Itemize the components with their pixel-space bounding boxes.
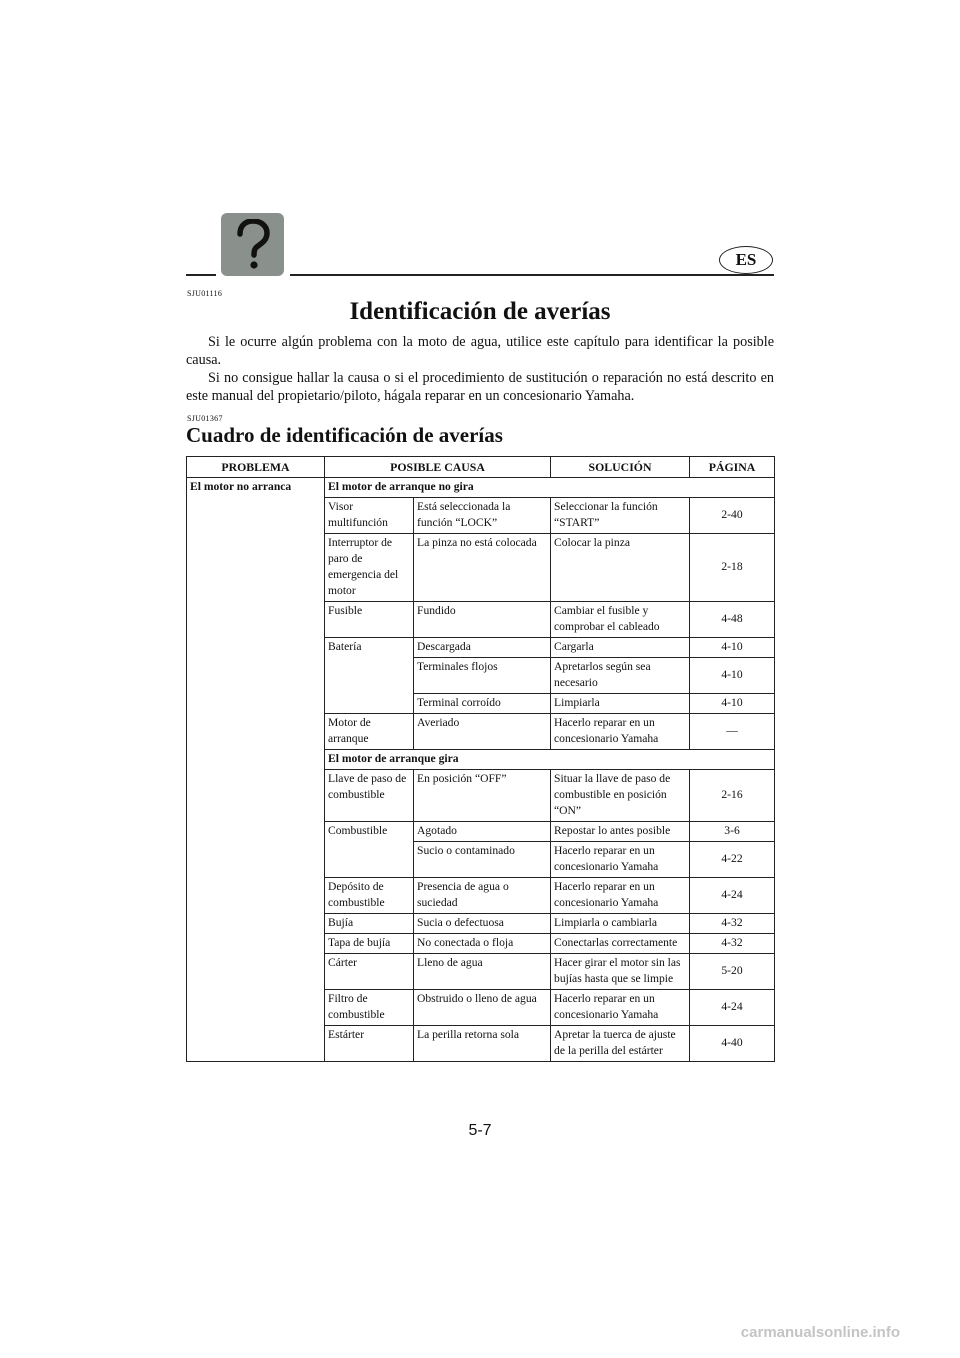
part-cell: Bujía — [325, 914, 414, 934]
header-cause: POSIBLE CAUSA — [325, 457, 551, 478]
page-title: Identificación de averías — [349, 298, 611, 325]
page-cell: 4-24 — [690, 990, 775, 1026]
cause-cell: Está seleccionada la función “LOCK” — [414, 498, 551, 534]
solution-cell: Cargarla — [551, 638, 690, 658]
part-cell: Estárter — [325, 1026, 414, 1062]
part-cell: Motor de arranque — [325, 714, 414, 750]
cause-cell: Presencia de agua o suciedad — [414, 878, 551, 914]
part-cell: Depósito de combustible — [325, 878, 414, 914]
header-rule-right — [290, 274, 774, 276]
cause-cell: La pinza no está colocada — [414, 534, 551, 602]
language-badge: ES — [719, 246, 773, 274]
section-code: SJU01116 — [187, 289, 223, 298]
header-rule-left — [186, 274, 216, 276]
cause-cell: Fundido — [414, 602, 551, 638]
part-cell: Fusible — [325, 602, 414, 638]
group-label: El motor de arranque gira — [325, 750, 775, 770]
page-cell: 4-10 — [690, 638, 775, 658]
part-cell: Batería — [325, 638, 414, 714]
cause-cell: Lleno de agua — [414, 954, 551, 990]
page-number: 5-7 — [468, 1122, 492, 1139]
cause-cell: La perilla retorna sola — [414, 1026, 551, 1062]
page-cell: — — [690, 714, 775, 750]
solution-cell: Seleccionar la función “START” — [551, 498, 690, 534]
page-cell: 5-20 — [690, 954, 775, 990]
page-cell: 2-18 — [690, 534, 775, 602]
header-problem: PROBLEMA — [187, 457, 325, 478]
solution-cell: Situar la llave de paso de combustible en posición “ON” — [551, 770, 690, 822]
part-cell: Combustible — [325, 822, 414, 878]
page-cell: 4-10 — [690, 694, 775, 714]
header-solution: SOLUCIÓN — [551, 457, 690, 478]
page-cell: 4-32 — [690, 914, 775, 934]
solution-cell: Hacerlo reparar en un concesionario Yamaha — [551, 990, 690, 1026]
part-cell: Interruptor de paro de emergencia del motor — [325, 534, 414, 602]
intro-paragraph: Si le ocurre algún problema con la moto de agua, utilice este capítulo para identificar la posible causa. — [186, 334, 774, 368]
solution-cell: Hacer girar el motor sin las bujías hasta que se limpie — [551, 954, 690, 990]
intro-paragraph: Si no consigue hallar la causa o si el procedimiento de sustitución o reparación no está descrito en este manual del propietario/piloto, hágala reparar en un concesionario Yamaha. — [186, 370, 774, 404]
intro-text — [186, 333, 774, 405]
part-cell: Visor multifunción — [325, 498, 414, 534]
page-cell: 4-48 — [690, 602, 775, 638]
cause-cell: Terminales flojos — [414, 658, 551, 694]
troubleshooting-table — [186, 456, 775, 1062]
watermark: carmanualsonline.info — [740, 1324, 900, 1341]
page-cell: 2-40 — [690, 498, 775, 534]
cause-cell: No conectada o floja — [414, 934, 551, 954]
page-cell: 2-16 — [690, 770, 775, 822]
page-cell: 4-40 — [690, 1026, 775, 1062]
table-row — [187, 478, 775, 498]
cause-cell: Agotado — [414, 822, 551, 842]
solution-cell: Apretarlos según sea necesario — [551, 658, 690, 694]
header-page: PÁGINA — [690, 457, 775, 478]
solution-cell: Hacerlo reparar en un concesionario Yamaha — [551, 714, 690, 750]
solution-cell: Cambiar el fusible y comprobar el cableado — [551, 602, 690, 638]
cause-cell: Obstruido o lleno de agua — [414, 990, 551, 1026]
table-header-row — [187, 457, 775, 478]
part-cell: Cárter — [325, 954, 414, 990]
cause-cell: Descargada — [414, 638, 551, 658]
solution-cell: Colocar la pinza — [551, 534, 690, 602]
cause-cell: Averiado — [414, 714, 551, 750]
section-code: SJU01367 — [187, 414, 223, 423]
part-cell: Tapa de bujía — [325, 934, 414, 954]
section-title: Cuadro de identificación de averías — [186, 423, 503, 447]
cause-cell: Terminal corroído — [414, 694, 551, 714]
cause-cell: En posición “OFF” — [414, 770, 551, 822]
solution-cell: Hacerlo reparar en un concesionario Yamaha — [551, 842, 690, 878]
page-cell: 4-10 — [690, 658, 775, 694]
page-cell: 4-32 — [690, 934, 775, 954]
problem-cell: El motor no arranca — [187, 478, 325, 1062]
solution-cell: Repostar lo antes posible — [551, 822, 690, 842]
page-cell: 3-6 — [690, 822, 775, 842]
page-cell: 4-24 — [690, 878, 775, 914]
page-cell: 4-22 — [690, 842, 775, 878]
solution-cell: Hacerlo reparar en un concesionario Yamaha — [551, 878, 690, 914]
solution-cell: Limpiarla o cambiarla — [551, 914, 690, 934]
cause-cell: Sucia o defectuosa — [414, 914, 551, 934]
cause-cell: Sucio o contaminado — [414, 842, 551, 878]
solution-cell: Limpiarla — [551, 694, 690, 714]
group-label: El motor de arranque no gira — [325, 478, 775, 498]
part-cell: Llave de paso de combustible — [325, 770, 414, 822]
question-mark-icon — [221, 213, 284, 276]
solution-cell: Conectarlas correctamente — [551, 934, 690, 954]
solution-cell: Apretar la tuerca de ajuste de la perilla del estárter — [551, 1026, 690, 1062]
part-cell: Filtro de combustible — [325, 990, 414, 1026]
